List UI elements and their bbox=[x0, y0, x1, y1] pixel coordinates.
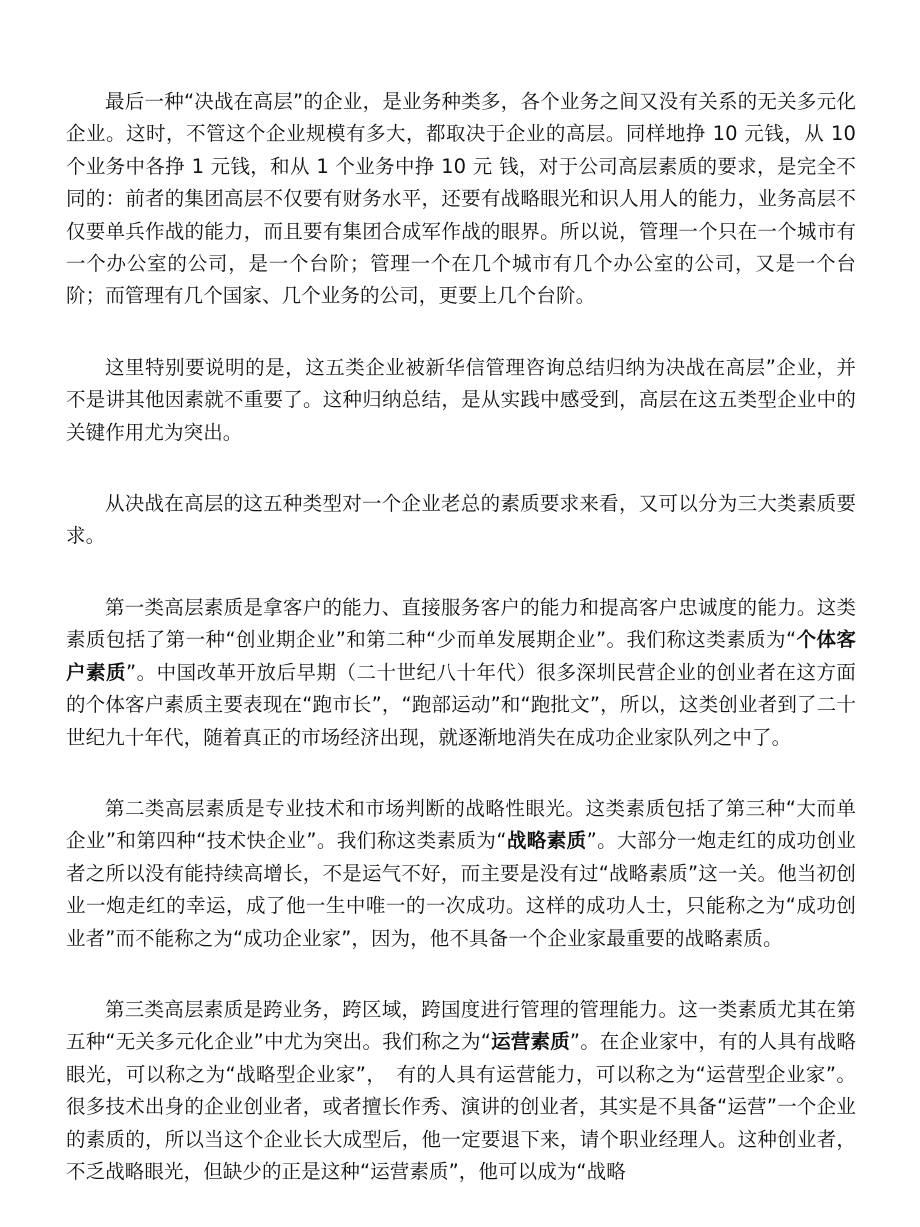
paragraph-text: 从决战在高层的这五种类型对一个企业老总的素质要求来看，又可以分为三大类素质要求。 bbox=[66, 492, 856, 548]
paragraph-text: ”。中国改革开放后早期（二十世纪八十年代）很多深圳民营企业的创业者在这方面的个体客户素质主要表现在“跑市长”，“跑部运动”和“跑批文”，所以，这类创业者到了二十世纪九十年代，随着真正的市场经济出现，就逐渐地消失在成功企业家队列之中了。 bbox=[66, 660, 856, 749]
paragraph-4 bbox=[66, 592, 856, 754]
paragraph-text: ”。在企业家中，有的人具有战略眼光，可以称之为“战略型企业家”， 有的人具有运营能力，可以称之为“运营型企业家”。很多技术出身的企业创业者，或者擅长作秀、演讲的创业者，其实是不具备“运营”一个企业的素质的，所以当这个企业长大成型后，他一定要退下来，请个职业经理人。这种创业者，不乏战略眼光，但缺少的正是这种“运营素质”，他可以成为“战略 bbox=[66, 1030, 857, 1183]
paragraph-5 bbox=[66, 793, 856, 955]
paragraph-text: 第一类高层素质是拿客户的能力、直接服务客户的能力和提高客户忠诚度的能力。这类素质包括了第一种“创业期企业”和第二种“少而单发展期企业”。我们称这类素质为“ bbox=[66, 595, 856, 652]
document-body bbox=[66, 86, 856, 1227]
paragraph-2 bbox=[66, 352, 856, 449]
paragraph-text: 这里特别要说明的是，这五类企业被新华信管理咨询总结归纳为决战在高层”企业，并不是讲其他因素就不重要了。这种归纳总结，是从实践中感受到，高层在这五类型企业中的关键作用尤为突出。 bbox=[66, 355, 856, 444]
paragraph-1 bbox=[66, 86, 856, 313]
bold-term-strategic-quality: 战略素质 bbox=[506, 829, 587, 853]
paragraph-text: ”。大部分一炮走红的成功创业者之所以没有能持续高增长，不是运气不好，而主要是没有过“战略素质”这一关。他当初创业一炮走红的幸运，成了他一生中唯一的一次成功。这样的成功人士，只能称之为“成功创业者”而不能称之为“成功企业家”，因为，他不具备一个企业家最重要的战略素质。 bbox=[66, 829, 856, 950]
paragraph-text: 第二类高层素质是专业技术和市场判断的战略性眼光。这类素质包括了第三种“大而单企业”和第四种“技术快企业”。我们称这类素质为“ bbox=[66, 796, 856, 853]
paragraph-3 bbox=[66, 488, 856, 553]
bold-term-individual-customer-quality: 个体客户素质 bbox=[66, 628, 856, 684]
paragraph-text: 第三类高层素质是跨业务，跨区域，跨国度进行管理的管理能力。这一类素质尤其在第五种“无关多元化企业”中尤为突出。我们称之为“ bbox=[66, 997, 856, 1054]
bold-term-operational-quality: 运营素质 bbox=[490, 1030, 570, 1054]
paragraph-6 bbox=[66, 994, 856, 1188]
paragraph-text: 最后一种“决战在高层”的企业，是业务种类多，各个业务之间又没有关系的无关多元化企业。这时，不管这个企业规模有多大，都取决于企业的高层。同样地挣 10 元钱，从 10 个业务中各挣 1 元钱，和从 1 个业务中挣 10 元 钱，对于公司高层素质的要求，是完全不同的：前者的集团高层不仅要有财务水平，还要有战略眼光和识人用人的能力，业务高层不仅要单兵作战的能力，而且要有集团合成军作战的眼界。所以说，管理一个只在一个城市有一个办公室的公司，是一个台阶；管理一个在几个城市有几个办公室的公司，又是一个台阶；而管理有几个国家、几个业务的公司，更要上几个台阶。 bbox=[66, 90, 856, 308]
